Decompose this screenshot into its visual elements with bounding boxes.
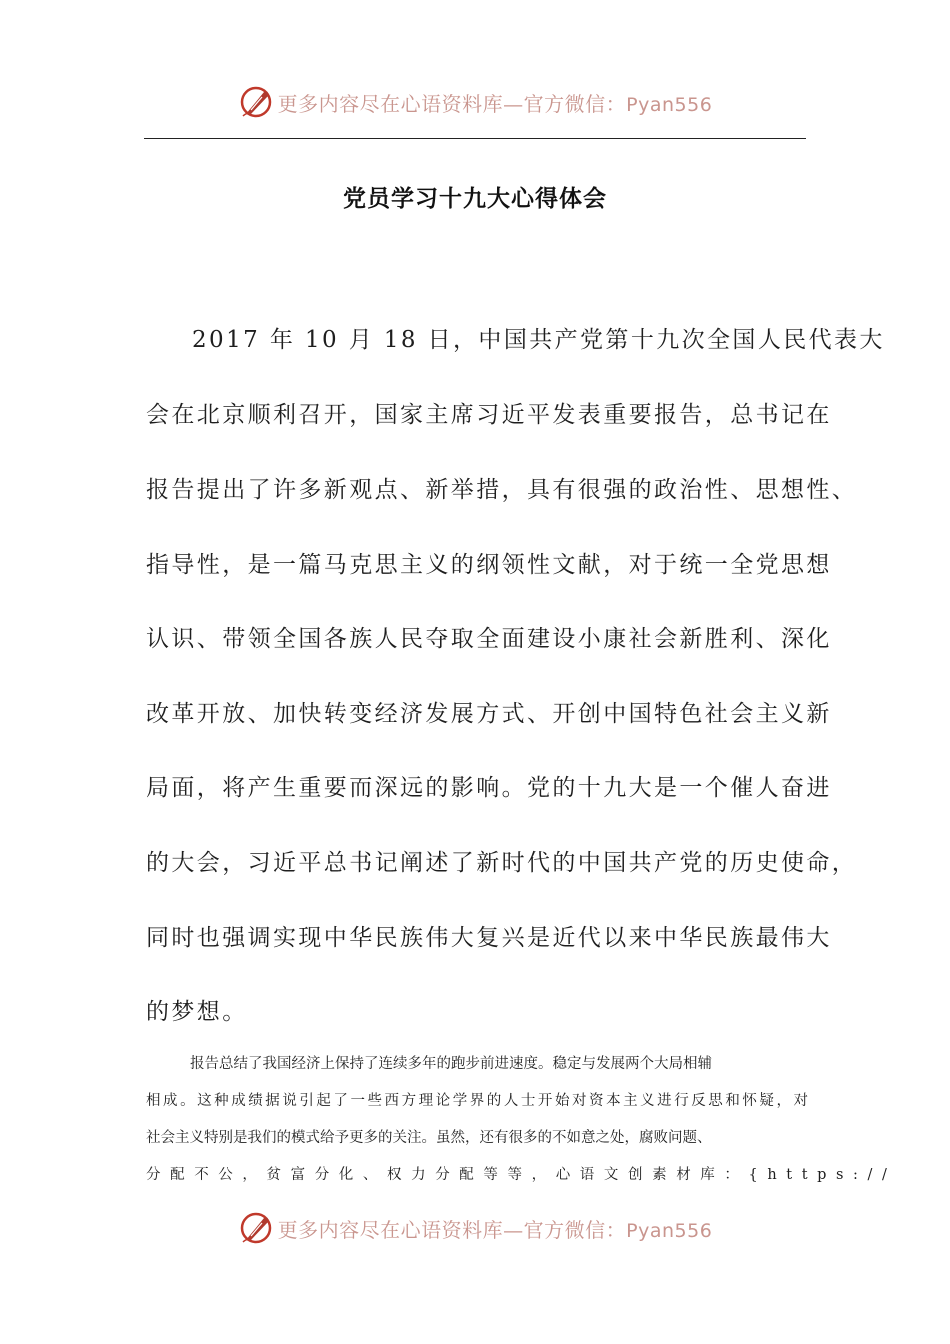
paragraph-line: 社会主义特别是我们的模式给予更多的关注。虽然，还有很多的不如意之处，腐败问题、 (146, 1130, 712, 1146)
quill-logo-icon (238, 84, 274, 120)
paragraph-line: 报告提出了许多新观点、新举措，具有很强的政治性、思想性、 (146, 477, 858, 503)
paragraph-line: 同时也强调实现中华民族伟大复兴是近代以来中华民族最伟大 (146, 925, 832, 951)
paragraph-line: 指导性，是一篇马克思主义的纲领性文献，对于统一全党思想 (146, 552, 832, 578)
paragraph-line: 局面，将产生重要而深远的影响。党的十九大是一个催人奋进 (146, 775, 832, 801)
header-divider (144, 138, 806, 139)
paragraph-line: 会在北京顺利召开，国家主席习近平发表重要报告，总书记在 (146, 402, 832, 428)
page-title: 党员学习十九大心得体会 (343, 186, 607, 212)
footer-banner (0, 1206, 950, 1250)
header-banner (0, 80, 950, 124)
paragraph-line: 的大会，习近平总书记阐述了新时代的中国共产党的历史使命， (146, 850, 858, 876)
paragraph-line: 2017 年 10 月 18 日，中国共产党第十九次全国人民代表大 (192, 327, 885, 353)
paragraph-line: 认识、带领全国各族人民夺取全面建设小康社会新胜利、深化 (146, 626, 832, 652)
paragraph-line: 报告总结了我国经济上保持了连续多年的跑步前进速度。稳定与发展两个大局相辅 (190, 1056, 712, 1072)
paragraph-line: 分配不公，贫富分化、权力分配等等，心语文创素材库：{https:// (146, 1167, 897, 1183)
quill-logo-icon (238, 1210, 274, 1246)
header-wechat-id: Pyan556 (626, 93, 713, 116)
header-banner-text: 更多内容尽在心语资料库—官方微信：Pyan556 (277, 91, 713, 116)
footer-wechat-id: Pyan556 (626, 1219, 713, 1242)
paragraph-line: 改革开放、加快转变经济发展方式、开创中国特色社会主义新 (146, 701, 832, 727)
paragraph-line: 相成。这种成绩据说引起了一些西方理论学界的人士开始对资本主义进行反思和怀疑，对 (146, 1093, 808, 1109)
paragraph-line: 的梦想。 (146, 999, 248, 1025)
footer-banner-text: 更多内容尽在心语资料库—官方微信：Pyan556 (277, 1217, 713, 1242)
